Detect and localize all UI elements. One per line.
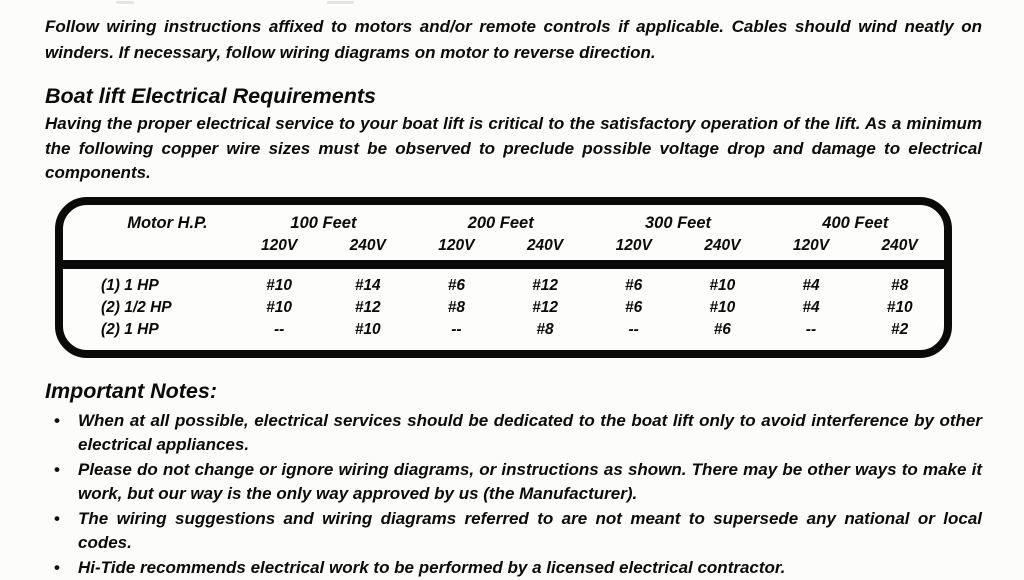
note-text: Please do not change or ignore wiring diagrams, or instructions as shown. There may be other ways to make it work, but our way is the only way approved by us (the Manufacturer).: [78, 460, 982, 504]
important-notes-title: Important Notes:: [45, 378, 982, 404]
wire-size-cell: #10: [855, 297, 944, 319]
wire-size-cell: #12: [501, 297, 590, 319]
column-header-240v: 240V: [323, 235, 412, 265]
electrical-requirements-paragraph: Having the proper electrical service to your boat lift is critical to the satisfactory operation of the lift. As a minimum the following copper wire sizes must be observed to preclude possible voltage drop and damage to electrical components.: [45, 112, 982, 186]
motor-hp-cell: (2) 1 HP: [63, 319, 235, 350]
wire-size-cell: #6: [589, 297, 678, 319]
column-header-400-feet: 400 Feet: [767, 205, 944, 235]
wire-size-cell: #10: [678, 264, 767, 297]
table-row: [63, 297, 944, 319]
column-header-100-feet: 100 Feet: [235, 205, 412, 235]
important-notes-list: [45, 409, 982, 580]
section-title: Boat lift Electrical Requirements: [45, 83, 982, 109]
column-header-300-feet: 300 Feet: [589, 205, 766, 235]
wire-size-cell: --: [235, 319, 324, 350]
wire-size-cell: --: [589, 319, 678, 350]
wire-size-cell: --: [767, 319, 856, 350]
wire-size-cell: #12: [323, 297, 412, 319]
wire-size-cell: #2: [855, 319, 944, 350]
wire-size-cell: #8: [412, 297, 501, 319]
list-item: [45, 458, 982, 507]
motor-hp-cell: (1) 1 HP: [63, 264, 235, 297]
wire-size-cell: #10: [235, 297, 324, 319]
column-header-200-feet: 200 Feet: [412, 205, 589, 235]
column-header-120v: 120V: [589, 235, 678, 265]
note-text: Hi-Tide recommends electrical work to be performed by a licensed electrical contractor.: [78, 558, 785, 577]
column-header-120v: 120V: [235, 235, 324, 265]
wire-size-cell: #12: [501, 264, 590, 297]
bullet-icon: •: [54, 507, 60, 532]
wire-size-cell: #8: [855, 264, 944, 297]
column-header-120v: 120V: [412, 235, 501, 265]
list-item: [45, 409, 982, 458]
list-item: [45, 556, 982, 580]
wire-size-cell: #14: [323, 264, 412, 297]
column-header-240v: 240V: [501, 235, 590, 265]
list-item: [45, 507, 982, 556]
bullet-icon: •: [54, 458, 60, 483]
wire-size-cell: #10: [235, 264, 324, 297]
bullet-icon: •: [54, 556, 60, 580]
wire-size-cell: #4: [767, 264, 856, 297]
wire-size-cell: #6: [412, 264, 501, 297]
wire-size-cell: #6: [589, 264, 678, 297]
wiring-instructions-paragraph: Follow wiring instructions affixed to motors and/or remote controls if applicable. Cables should wind neatly on winders. If necessary, follow wiring diagrams on motor to reverse direction.: [45, 0, 982, 66]
column-header-240v: 240V: [855, 235, 944, 265]
column-header-motor-hp: Motor H.P.: [63, 205, 235, 265]
wire-size-table-grid: [63, 205, 944, 350]
wire-size-cell: --: [412, 319, 501, 350]
table-row: [63, 319, 944, 350]
column-header-240v: 240V: [678, 235, 767, 265]
column-header-120v: 120V: [767, 235, 856, 265]
note-text: When at all possible, electrical services should be dedicated to the boat lift only to avoid interference by other electrical appliances.: [78, 411, 982, 455]
wire-size-cell: #6: [678, 319, 767, 350]
wire-size-table: [55, 197, 952, 358]
wire-size-cell: #10: [678, 297, 767, 319]
motor-hp-cell: (2) 1/2 HP: [63, 297, 235, 319]
wire-size-cell: #4: [767, 297, 856, 319]
table-row: [63, 264, 944, 297]
wire-size-cell: #10: [323, 319, 412, 350]
bullet-icon: •: [54, 409, 60, 434]
wire-size-cell: #8: [501, 319, 590, 350]
note-text: The wiring suggestions and wiring diagrams referred to are not meant to supersede any national or local codes.: [78, 509, 982, 553]
table-header-distance-row: [63, 205, 944, 235]
